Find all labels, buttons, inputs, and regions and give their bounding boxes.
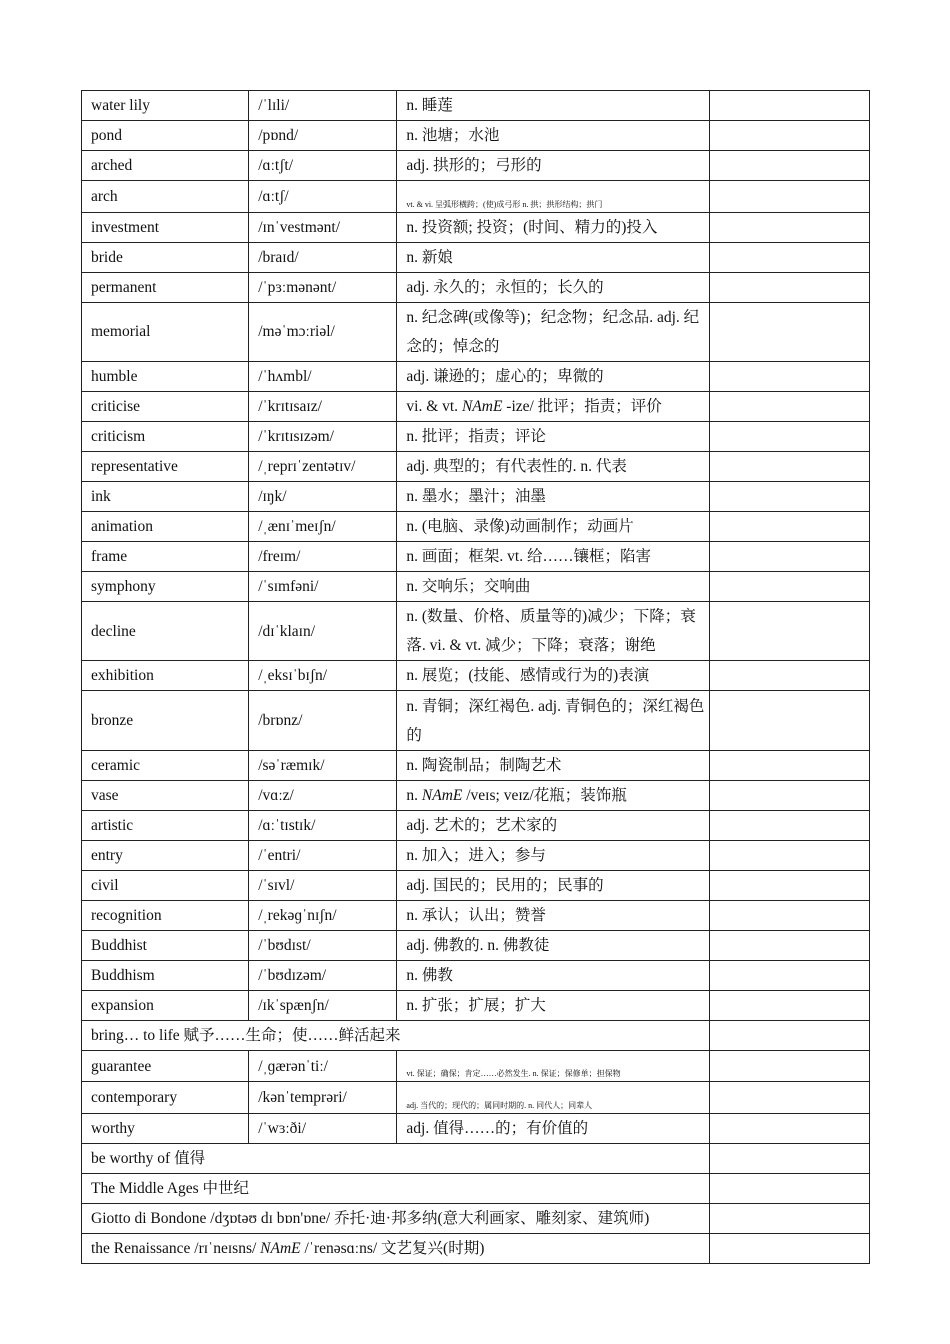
table-row xyxy=(82,391,870,421)
empty-cell xyxy=(709,151,869,181)
table-row xyxy=(82,1173,870,1203)
phonetic-cell: /ˈkrɪtɪsɪzəm/ xyxy=(249,421,397,451)
phrase-text: the Renaissance /rɪˈneɪsns/ xyxy=(91,1239,261,1257)
phonetic-cell: /ˈpɜːmənənt/ xyxy=(249,272,397,302)
empty-cell xyxy=(709,511,869,541)
word-cell: bronze xyxy=(82,691,249,750)
definition-cell: n. 墨水；墨汁；油墨 xyxy=(397,481,709,511)
word-cell: recognition xyxy=(82,900,249,930)
definition-cell: n. 加入；进入；参与 xyxy=(397,840,709,870)
table-row xyxy=(82,91,870,121)
phrase-cell: bring… to life 赋予……生命；使……鲜活起来 xyxy=(82,1020,710,1050)
definition-cell: adj. 佛教的. n. 佛教徒 xyxy=(397,930,709,960)
empty-cell xyxy=(709,1173,869,1203)
table-row xyxy=(82,1233,870,1263)
definition-cell: adj. 艺术的；艺术家的 xyxy=(397,810,709,840)
phonetic-cell: /freɪm/ xyxy=(249,541,397,571)
empty-cell xyxy=(709,780,869,810)
word-cell: ink xyxy=(82,481,249,511)
phonetic-cell: /ɪnˈvestmənt/ xyxy=(249,212,397,242)
definition-cell: adj. 值得……的；有价值的 xyxy=(397,1113,709,1143)
phonetic-cell: /ˌænɪˈmeɪʃn/ xyxy=(249,511,397,541)
empty-cell xyxy=(709,1113,869,1143)
word-cell: guarantee xyxy=(82,1050,249,1082)
definition-cell: n. 新娘 xyxy=(397,242,709,272)
empty-cell xyxy=(709,900,869,930)
phonetic-cell: /ˈsɪmfəni/ xyxy=(249,571,397,601)
table-row xyxy=(82,541,870,571)
definition-cell: adj. 当代的；现代的；属同时期的. n. 同代人；同辈人 xyxy=(397,1082,709,1114)
table-row xyxy=(82,272,870,302)
phrase-cell: Giotto di Bondone /dʒɒtəʊ dɪ bɒn'ɒne/ 乔托·迪·邦多纳(意大利画家、雕刻家、建筑师) xyxy=(82,1203,710,1233)
word-cell: bride xyxy=(82,242,249,272)
phonetic-cell: /ˈentri/ xyxy=(249,840,397,870)
empty-cell xyxy=(709,451,869,481)
table-row xyxy=(82,750,870,780)
phonetic-cell: /ˈwɜːði/ xyxy=(249,1113,397,1143)
empty-cell xyxy=(709,91,869,121)
table-row xyxy=(82,1050,870,1082)
definition-cell: adj. 国民的；民用的；民事的 xyxy=(397,870,709,900)
table-row xyxy=(82,421,870,451)
empty-cell xyxy=(709,212,869,242)
table-row xyxy=(82,930,870,960)
word-cell: exhibition xyxy=(82,661,249,691)
word-cell: representative xyxy=(82,451,249,481)
dialect-label: NAmE xyxy=(461,397,503,415)
table-row xyxy=(82,212,870,242)
word-cell: artistic xyxy=(82,810,249,840)
definition-cell xyxy=(397,780,709,810)
phonetic-cell: /dɪˈklaɪn/ xyxy=(249,601,397,660)
phonetic-cell: /səˈræmɪk/ xyxy=(249,750,397,780)
table-row xyxy=(82,242,870,272)
phonetic-cell: /ɪkˈspænʃn/ xyxy=(249,990,397,1020)
word-cell: contemporary xyxy=(82,1082,249,1114)
definition-cell: n. 扩张；扩展；扩大 xyxy=(397,990,709,1020)
definition-text: /veɪs; veɪz/花瓶；装饰瓶 xyxy=(462,786,627,804)
empty-cell xyxy=(709,1020,869,1050)
phonetic-cell: /ˌrekəɡˈnɪʃn/ xyxy=(249,900,397,930)
table-row xyxy=(82,810,870,840)
table-row xyxy=(82,121,870,151)
phonetic-cell: /braɪd/ xyxy=(249,242,397,272)
definition-cell: n. (数量、价格、质量等的)减少；下降；衰落. vi. & vt. 减少；下降；衰落；谢绝 xyxy=(397,601,709,660)
definition-cell: n. 陶瓷制品；制陶艺术 xyxy=(397,750,709,780)
definition-cell: n. 承认；认出；赞誉 xyxy=(397,900,709,930)
phonetic-cell: /ˈsɪvl/ xyxy=(249,870,397,900)
word-cell: Buddhist xyxy=(82,930,249,960)
definition-cell: n. 批评；指责；评论 xyxy=(397,421,709,451)
table-row xyxy=(82,870,870,900)
table-row xyxy=(82,1020,870,1050)
phrase-cell: The Middle Ages 中世纪 xyxy=(82,1173,710,1203)
table-row xyxy=(82,361,870,391)
empty-cell xyxy=(709,840,869,870)
empty-cell xyxy=(709,810,869,840)
phrase-cell xyxy=(82,1233,710,1263)
phrase-text: /ˈrenəsɑːns/ 文艺复兴(时期) xyxy=(300,1239,485,1257)
definition-cell: n. 展览；(技能、感情或行为的)表演 xyxy=(397,661,709,691)
empty-cell xyxy=(709,990,869,1020)
definition-cell: n. 睡莲 xyxy=(397,91,709,121)
table-row xyxy=(82,990,870,1020)
word-cell: ceramic xyxy=(82,750,249,780)
empty-cell xyxy=(709,272,869,302)
definition-cell: n. 池塘；水池 xyxy=(397,121,709,151)
empty-cell xyxy=(709,1143,869,1173)
table-row xyxy=(82,840,870,870)
definition-cell: adj. 拱形的；弓形的 xyxy=(397,151,709,181)
definition-cell: n. 青铜；深红褐色. adj. 青铜色的；深红褐色的 xyxy=(397,691,709,750)
table-row xyxy=(82,1082,870,1114)
definition-cell: n. 佛教 xyxy=(397,960,709,990)
phonetic-cell: /ˈhʌmbl/ xyxy=(249,361,397,391)
table-row xyxy=(82,601,870,660)
word-cell: worthy xyxy=(82,1113,249,1143)
word-cell: entry xyxy=(82,840,249,870)
definition-cell: adj. 谦逊的；虚心的；卑微的 xyxy=(397,361,709,391)
definition-cell: adj. 典型的；有代表性的. n. 代表 xyxy=(397,451,709,481)
phonetic-cell: /vɑːz/ xyxy=(249,780,397,810)
empty-cell xyxy=(709,181,869,213)
phonetic-cell: /məˈmɔːriəl/ xyxy=(249,302,397,361)
definition-text: n. xyxy=(406,786,422,804)
definition-cell: n. (电脑、录像)动画制作；动画片 xyxy=(397,511,709,541)
definition-cell: n. 交响乐；交响曲 xyxy=(397,571,709,601)
empty-cell xyxy=(709,661,869,691)
empty-cell xyxy=(709,302,869,361)
phonetic-cell: /brɒnz/ xyxy=(249,691,397,750)
empty-cell xyxy=(709,930,869,960)
phonetic-cell: /ˌɡærənˈtiː/ xyxy=(249,1050,397,1082)
definition-cell: adj. 永久的；永恒的；长久的 xyxy=(397,272,709,302)
word-cell: symphony xyxy=(82,571,249,601)
empty-cell xyxy=(709,1082,869,1114)
word-cell: memorial xyxy=(82,302,249,361)
phonetic-cell: /ˌreprɪˈzentətɪv/ xyxy=(249,451,397,481)
word-cell: frame xyxy=(82,541,249,571)
table-row xyxy=(82,1143,870,1173)
empty-cell xyxy=(709,1233,869,1263)
phonetic-cell: /ˈbʊdɪzəm/ xyxy=(249,960,397,990)
table-row xyxy=(82,151,870,181)
empty-cell xyxy=(709,242,869,272)
empty-cell xyxy=(709,121,869,151)
definition-cell: n. 纪念碑(或像等)；纪念物；纪念品. adj. 纪念的；悼念的 xyxy=(397,302,709,361)
word-cell: criticise xyxy=(82,391,249,421)
table-row xyxy=(82,451,870,481)
empty-cell xyxy=(709,960,869,990)
phonetic-cell: /kənˈtemprəri/ xyxy=(249,1082,397,1114)
empty-cell xyxy=(709,870,869,900)
dialect-label: NAmE xyxy=(421,786,463,804)
word-cell: humble xyxy=(82,361,249,391)
word-cell: arch xyxy=(82,181,249,213)
empty-cell xyxy=(709,1203,869,1233)
table-row xyxy=(82,302,870,361)
word-cell: vase xyxy=(82,780,249,810)
definition-cell: vt. 保证；确保；肯定……必然发生. n. 保证；保修单；担保物 xyxy=(397,1050,709,1082)
table-row xyxy=(82,1203,870,1233)
vocabulary-table xyxy=(81,90,870,1264)
word-cell: Buddhism xyxy=(82,960,249,990)
empty-cell xyxy=(709,481,869,511)
phrase-cell: be worthy of 值得 xyxy=(82,1143,710,1173)
table-row xyxy=(82,511,870,541)
word-cell: civil xyxy=(82,870,249,900)
definition-text: vi. & vt. xyxy=(406,397,462,415)
definition-cell: n. 画面；框架. vt. 给……镶框；陷害 xyxy=(397,541,709,571)
empty-cell xyxy=(709,391,869,421)
table-row xyxy=(82,691,870,750)
dialect-label: NAmE xyxy=(260,1239,301,1257)
empty-cell xyxy=(709,361,869,391)
word-cell: permanent xyxy=(82,272,249,302)
phonetic-cell: /ˈbʊdɪst/ xyxy=(249,930,397,960)
empty-cell xyxy=(709,601,869,660)
table-row xyxy=(82,1113,870,1143)
phonetic-cell: /ˌeksɪˈbɪʃn/ xyxy=(249,661,397,691)
empty-cell xyxy=(709,571,869,601)
word-cell: criticism xyxy=(82,421,249,451)
definition-cell: vt. & vi. 呈弧形橫跨；(使)成弓形 n. 拱；拱形结构；拱门 xyxy=(397,181,709,213)
table-row xyxy=(82,481,870,511)
table-row xyxy=(82,960,870,990)
word-cell: pond xyxy=(82,121,249,151)
empty-cell xyxy=(709,691,869,750)
phonetic-cell: /ˈkrɪtɪsaɪz/ xyxy=(249,391,397,421)
table-row xyxy=(82,780,870,810)
word-cell: decline xyxy=(82,601,249,660)
table-row xyxy=(82,571,870,601)
phonetic-cell: /ɪŋk/ xyxy=(249,481,397,511)
word-cell: expansion xyxy=(82,990,249,1020)
phonetic-cell: /ɑːtʃt/ xyxy=(249,151,397,181)
empty-cell xyxy=(709,421,869,451)
empty-cell xyxy=(709,750,869,780)
definition-cell xyxy=(397,391,709,421)
phonetic-cell: /ˈlɪli/ xyxy=(249,91,397,121)
empty-cell xyxy=(709,541,869,571)
phonetic-cell: /ɑːˈtɪstɪk/ xyxy=(249,810,397,840)
phonetic-cell: /ɑːtʃ/ xyxy=(249,181,397,213)
phonetic-cell: /pɒnd/ xyxy=(249,121,397,151)
table-row xyxy=(82,661,870,691)
word-cell: arched xyxy=(82,151,249,181)
definition-cell: n. 投资额; 投资；(时间、精力的)投入 xyxy=(397,212,709,242)
empty-cell xyxy=(709,1050,869,1082)
word-cell: water lily xyxy=(82,91,249,121)
table-row xyxy=(82,181,870,213)
word-cell: animation xyxy=(82,511,249,541)
table-row xyxy=(82,900,870,930)
word-cell: investment xyxy=(82,212,249,242)
definition-text: -ize/ 批评；指责；评价 xyxy=(502,397,662,415)
